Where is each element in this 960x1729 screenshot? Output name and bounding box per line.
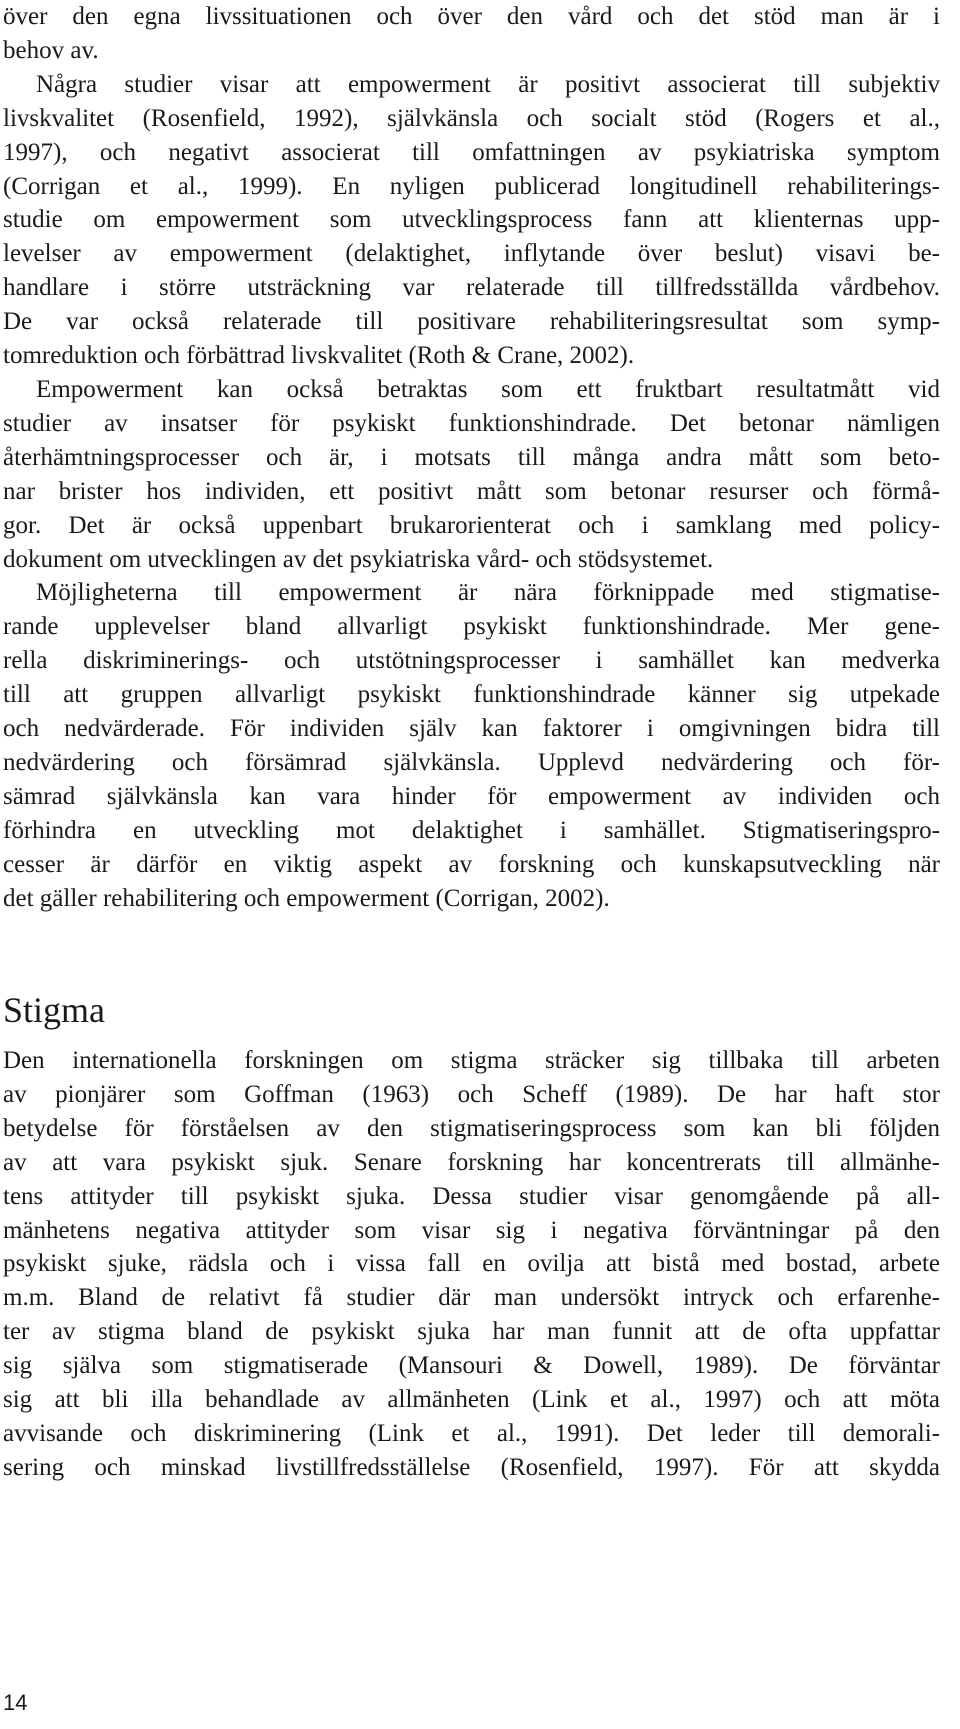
text-line: ter av stigma bland de psykiskt sjuka har man funnit att de ofta uppfattar — [3, 1318, 940, 1346]
text-line: återhämtningsprocesser och är, i motsats till många andra mått som beto- — [3, 443, 940, 471]
section-heading: Stigma — [3, 990, 106, 1030]
text-line: rande upplevelser bland allvarligt psykiskt funktionshindrade. Mer gene- — [3, 613, 940, 641]
text-line: gor. Det är också uppenbart brukarorienterat och i samklang med policy- — [3, 511, 940, 539]
paragraph — [3, 68, 940, 373]
text-line: och nedvärderade. För individen själv kan faktorer i omgivningen bidra till — [3, 715, 940, 743]
text-line: 1997), och negativt associerat till omfattningen av psykiatriska symptom — [3, 138, 940, 166]
text-line: levelser av empowerment (delaktighet, inflytande över beslut) visavi be- — [3, 240, 940, 268]
text-line: Möjligheterna till empowerment är nära förknippade med stigmatise- — [36, 579, 940, 607]
text-line: Några studier visar att empowerment är positivt associerat till subjektiv — [36, 70, 940, 98]
text-line: De var också relaterade till positivare rehabiliteringsresultat som symp- — [3, 308, 940, 336]
text-line: dokument om utvecklingen av det psykiatriska vård- och stödsystemet. — [3, 545, 714, 573]
text-line: sämrad självkänsla kan vara hinder för empowerment av individen och — [3, 782, 940, 810]
page-number: 14 — [3, 1690, 28, 1715]
text-line: av att vara psykiskt sjuk. Senare forskning har koncentrerats till allmänhe- — [3, 1148, 940, 1176]
body-text-top — [3, 0, 940, 915]
text-line: nedvärdering och försämrad självkänsla. Upplevd nedvärdering och för- — [3, 748, 940, 776]
text-line: m.m. Bland de relativt få studier där man undersökt intryck och erfarenhe- — [3, 1284, 940, 1312]
text-line: mänhetens negativa attityder som visar sig i negativa förväntningar på den — [3, 1216, 940, 1244]
paragraph — [3, 0, 940, 68]
text-line: tens attityder till psykiskt sjuka. Dessa studier visar genomgående på all- — [3, 1182, 940, 1210]
text-line: (Corrigan et al., 1999). En nyligen publicerad longitudinell rehabiliterings- — [3, 172, 940, 200]
text-line: sig att bli illa behandlade av allmänheten (Link et al., 1997) och att möta — [3, 1386, 940, 1414]
text-line: av pionjärer som Goffman (1963) och Scheff (1989). De har haft stor — [3, 1080, 940, 1108]
text-line: till att gruppen allvarligt psykiskt funktionshindrade känner sig utpekade — [3, 681, 940, 709]
text-line: det gäller rehabilitering och empowerment (Corrigan, 2002). — [3, 884, 610, 912]
text-line: över den egna livssituationen och över den vård och det stöd man är i — [3, 3, 940, 30]
text-line: behov av. — [3, 36, 99, 64]
paragraph — [3, 373, 940, 576]
text-line: betydelse för förståelsen av den stigmatiseringsprocess som kan bli följden — [3, 1114, 940, 1142]
text-line: cesser är därför en viktig aspekt av forskning och kunskapsutveckling när — [3, 850, 940, 878]
text-line: studier av insatser för psykiskt funktionshindrade. Det betonar nämligen — [3, 409, 940, 437]
text-line: Den internationella forskningen om stigma sträcker sig tillbaka till arbeten — [3, 1047, 940, 1074]
text-line: förhindra en utveckling mot delaktighet i samhället. Stigmatiseringspro- — [3, 816, 940, 844]
text-line: handlare i större utsträckning var relaterade till tillfredsställda vårdbehov. — [3, 274, 940, 302]
text-line: avvisande och diskriminering (Link et al., 1991). Det leder till demorali- — [3, 1419, 940, 1447]
text-line: nar brister hos individen, ett positivt mått som betonar resurser och förmå- — [3, 477, 940, 505]
body-text-bottom — [3, 1044, 940, 1485]
text-line: sering och minskad livstillfredsställelse (Rosenfield, 1997). För att skydda — [3, 1453, 940, 1481]
text-line: livskvalitet (Rosenfield, 1992), självkänsla och socialt stöd (Rogers et al., — [3, 104, 940, 132]
paragraph — [3, 576, 940, 915]
text-line: sig själva som stigmatiserade (Mansouri & Dowell, 1989). De förväntar — [3, 1352, 940, 1380]
text-line: Empowerment kan också betraktas som ett fruktbart resultatmått vid — [36, 375, 940, 403]
text-line: psykiskt sjuke, rädsla och i vissa fall en ovilja att bistå med bostad, arbete — [3, 1250, 940, 1278]
text-line: studie om empowerment som utvecklingsprocess fann att klienternas upp- — [3, 206, 940, 234]
text-line: rella diskriminerings- och utstötningsprocesser i samhället kan medverka — [3, 647, 940, 675]
paragraph — [3, 1044, 940, 1485]
text-line: tomreduktion och förbättrad livskvalitet (Roth & Crane, 2002). — [3, 342, 635, 370]
